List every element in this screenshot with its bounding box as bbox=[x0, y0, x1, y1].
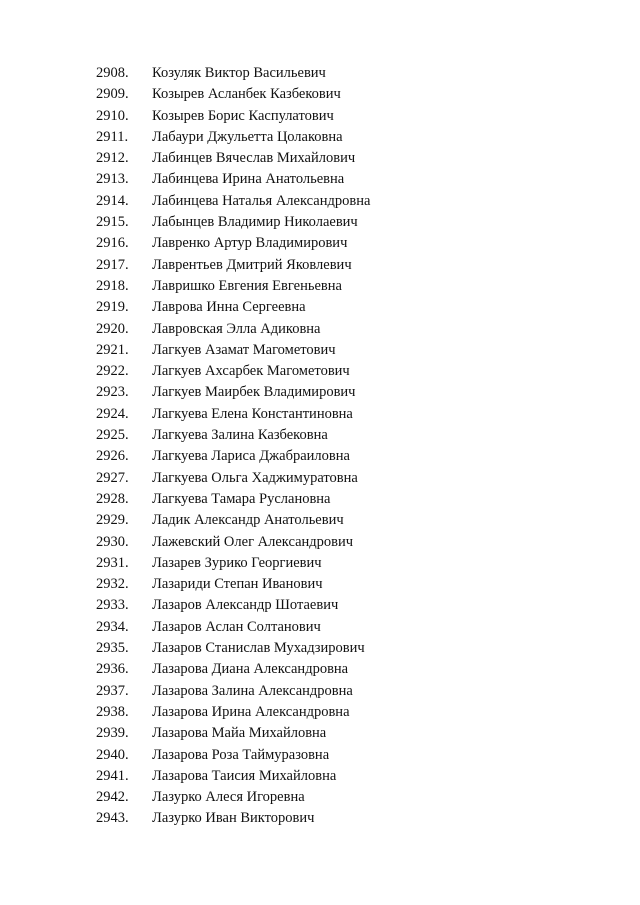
entry-number: 2919. bbox=[96, 299, 129, 316]
entry-number: 2910. bbox=[96, 107, 129, 124]
entry-number: 2911. bbox=[96, 128, 129, 145]
entry-name: Лагкуева Залина Казбековна bbox=[152, 427, 328, 444]
list-item bbox=[96, 468, 370, 489]
entry-name: Лабинцева Наталья Александровна bbox=[152, 192, 371, 209]
entry-number: 2920. bbox=[96, 320, 129, 337]
entry-number: 2941. bbox=[96, 767, 129, 784]
list-item bbox=[96, 638, 370, 659]
entry-number: 2925. bbox=[96, 427, 129, 444]
entry-number: 2931. bbox=[96, 554, 129, 571]
list-item bbox=[96, 617, 370, 638]
entry-name: Лавренко Артур Владимирович bbox=[152, 235, 348, 252]
entry-number: 2939. bbox=[96, 725, 129, 742]
entry-number: 2924. bbox=[96, 405, 129, 422]
entry-name: Лагкуев Азамат Магометович bbox=[152, 341, 336, 358]
entry-name: Лавришко Евгения Евгеньевна bbox=[152, 277, 342, 294]
list-item bbox=[96, 212, 370, 233]
list-item bbox=[96, 425, 370, 446]
entry-number: 2912. bbox=[96, 150, 129, 167]
list-item bbox=[96, 489, 370, 510]
entry-name: Лазарова Майа Михайловна bbox=[152, 725, 327, 742]
list-item bbox=[96, 787, 370, 808]
entry-number: 2943. bbox=[96, 810, 129, 827]
entry-name: Лазурко Иван Викторович bbox=[152, 810, 315, 827]
entry-name: Лагкуев Маирбек Владимирович bbox=[152, 384, 356, 401]
entry-name: Лаврентьев Дмитрий Яковлевич bbox=[152, 256, 352, 273]
entry-number: 2913. bbox=[96, 171, 129, 188]
list-item bbox=[96, 382, 370, 403]
entry-number: 2926. bbox=[96, 448, 129, 465]
entry-name: Лабинцев Вячеслав Михайлович bbox=[152, 150, 356, 167]
list-item bbox=[96, 532, 370, 553]
entry-name: Лазарова Диана Александровна bbox=[152, 661, 349, 678]
entry-number: 2937. bbox=[96, 682, 129, 699]
entry-name: Козырев Борис Каспулатович bbox=[152, 107, 334, 124]
list-item bbox=[96, 297, 370, 318]
entry-number: 2916. bbox=[96, 235, 129, 252]
list-item bbox=[96, 659, 370, 680]
list-item bbox=[96, 595, 370, 616]
entry-number: 2928. bbox=[96, 490, 129, 507]
entry-name: Ладик Александр Анатольевич bbox=[152, 512, 344, 529]
list-item bbox=[96, 681, 370, 702]
entry-number: 2942. bbox=[96, 789, 129, 806]
list-item bbox=[96, 148, 370, 169]
list-item bbox=[96, 191, 370, 212]
entry-name: Лагкуева Лариса Джабраиловна bbox=[152, 448, 350, 465]
entry-name: Лазарова Роза Таймуразовна bbox=[152, 746, 330, 763]
entry-number: 2927. bbox=[96, 469, 129, 486]
list-item bbox=[96, 127, 370, 148]
list-item bbox=[96, 340, 370, 361]
entry-number: 2922. bbox=[96, 363, 129, 380]
entry-name: Лазаров Станислав Мухадзирович bbox=[152, 640, 365, 657]
entry-name: Лагкуева Елена Константиновна bbox=[152, 405, 353, 422]
entry-number: 2935. bbox=[96, 640, 129, 657]
entry-number: 2909. bbox=[96, 86, 129, 103]
list-item bbox=[96, 404, 370, 425]
entry-number: 2917. bbox=[96, 256, 129, 273]
entry-name: Лагкуева Ольга Хаджимуратовна bbox=[152, 469, 358, 486]
entry-name: Козырев Асланбек Казбекович bbox=[152, 86, 341, 103]
entry-name: Лазарова Залина Александровна bbox=[152, 682, 353, 699]
list-item bbox=[96, 255, 370, 276]
list-item bbox=[96, 276, 370, 297]
entry-number: 2934. bbox=[96, 618, 129, 635]
list-item bbox=[96, 233, 370, 254]
entry-number: 2936. bbox=[96, 661, 129, 678]
entry-name: Лагкуева Тамара Руслановна bbox=[152, 490, 331, 507]
entry-number: 2921. bbox=[96, 341, 129, 358]
entry-name: Лазаров Александр Шотаевич bbox=[152, 597, 339, 614]
list-item bbox=[96, 510, 370, 531]
entry-number: 2915. bbox=[96, 214, 129, 231]
entry-name: Лазарова Ирина Александровна bbox=[152, 703, 350, 720]
list-item bbox=[96, 169, 370, 190]
list-item bbox=[96, 574, 370, 595]
entry-name: Лазурко Алеся Игоревна bbox=[152, 789, 305, 806]
entry-name: Лажевский Олег Александрович bbox=[152, 533, 354, 550]
list-item bbox=[96, 319, 370, 340]
entry-name: Лабынцев Владимир Николаевич bbox=[152, 214, 358, 231]
entry-name: Лавровская Элла Адиковна bbox=[152, 320, 321, 337]
list-item bbox=[96, 553, 370, 574]
entry-number: 2938. bbox=[96, 703, 129, 720]
entry-name: Лагкуев Ахсарбек Магометович bbox=[152, 363, 350, 380]
list-item bbox=[96, 702, 370, 723]
list-item bbox=[96, 808, 370, 829]
entry-number: 2932. bbox=[96, 576, 129, 593]
list-item bbox=[96, 446, 370, 467]
list-item bbox=[96, 745, 370, 766]
entry-number: 2918. bbox=[96, 277, 129, 294]
list-item bbox=[96, 723, 370, 744]
entry-number: 2908. bbox=[96, 65, 129, 81]
entry-name: Лаврова Инна Сергеевна bbox=[152, 299, 306, 316]
entry-number: 2940. bbox=[96, 746, 129, 763]
entry-name: Лазарев Зурико Георгиевич bbox=[152, 554, 322, 571]
list-item bbox=[96, 63, 370, 84]
name-list bbox=[96, 63, 370, 830]
entry-number: 2930. bbox=[96, 533, 129, 550]
entry-name: Лазаров Аслан Солтанович bbox=[152, 618, 321, 635]
list-item bbox=[96, 361, 370, 382]
list-item bbox=[96, 106, 370, 127]
entry-name: Лабаури Джульетта Цолаковна bbox=[152, 128, 343, 145]
entry-name: Лабинцева Ирина Анатольевна bbox=[152, 171, 345, 188]
entry-number: 2929. bbox=[96, 512, 129, 529]
entry-name: Лазариди Степан Иванович bbox=[152, 576, 323, 593]
entry-name: Козуляк Виктор Васильевич bbox=[152, 65, 326, 81]
entry-number: 2923. bbox=[96, 384, 129, 401]
list-item bbox=[96, 84, 370, 105]
entry-number: 2933. bbox=[96, 597, 129, 614]
entry-name: Лазарова Таисия Михайловна bbox=[152, 767, 337, 784]
list-item bbox=[96, 766, 370, 787]
entry-number: 2914. bbox=[96, 192, 129, 209]
